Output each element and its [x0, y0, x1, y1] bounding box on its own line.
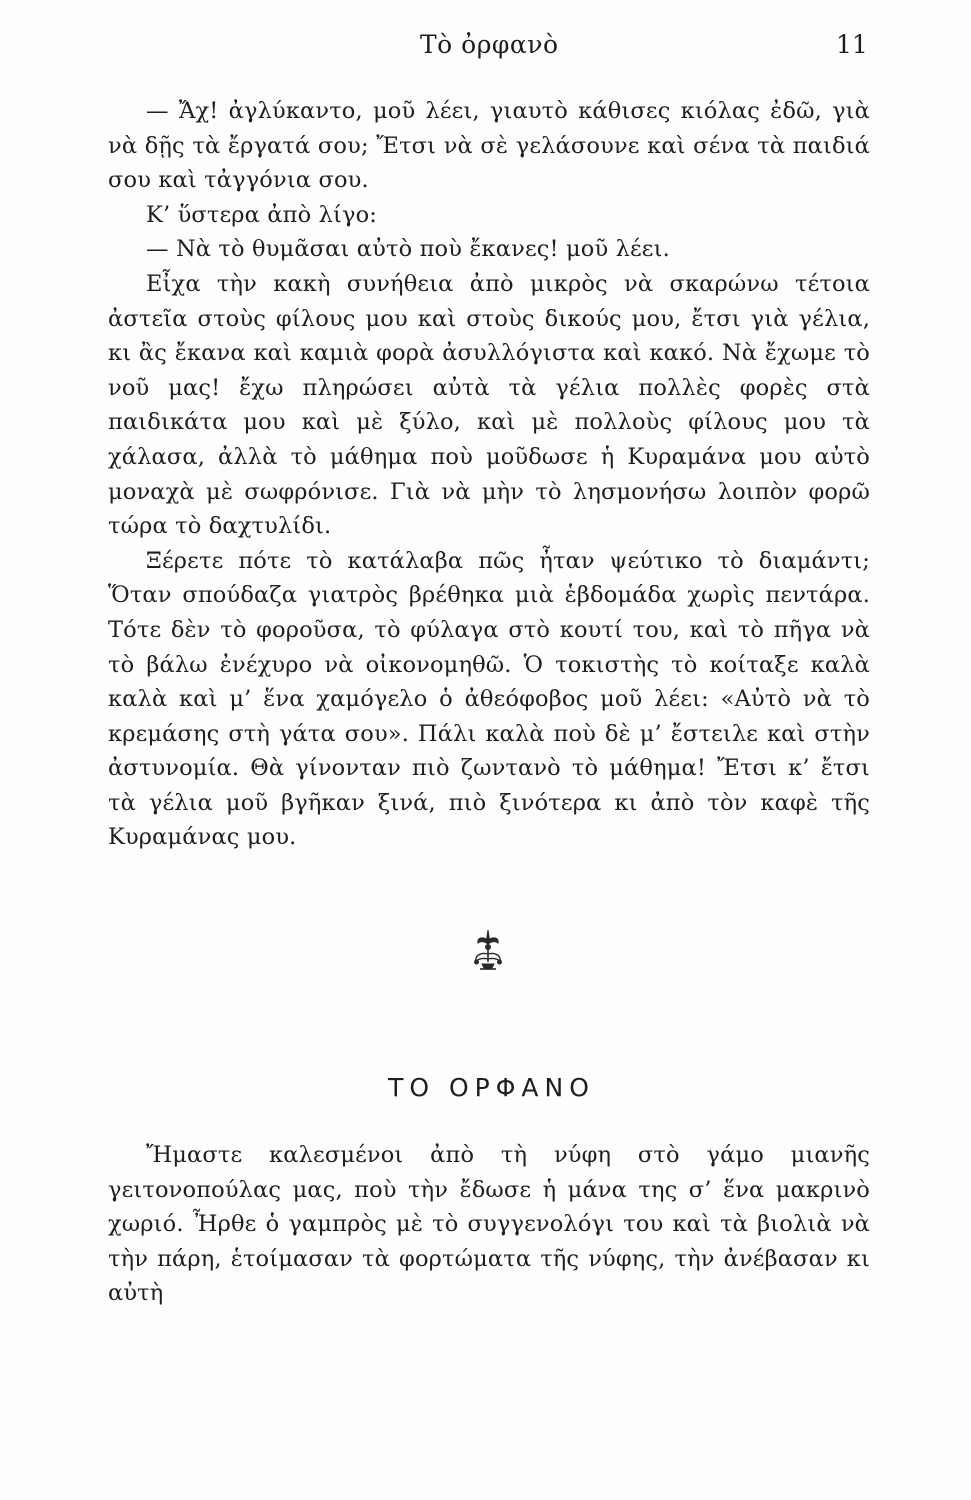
page-number: 11 [836, 30, 868, 59]
chapter-opening-text [108, 1138, 870, 1311]
paragraph: Ξέρετε πότε τὸ κατάλαβα πῶς ἦταν ψεύτικο τὸ διαμάντι; Ὅταν σπούδαζα γιατρὸς βρέθηκα μιὰ ἑβδομάδα χωρὶς πεντάρα. Τότε δὲν τὸ φοροῦσα, τὸ φύλαγα στὸ κουτί του, καὶ τὸ πῆγα νὰ τὸ βάλω ἐνέχυρο νὰ οἰκονομηθῶ. Ὁ τοκιστὴς τὸ κοίταξε καλὰ καλὰ καὶ μ’ ἕνα χαμόγελο ὁ ἀθεόφοβος μοῦ λέει: «Αὐτὸ νὰ τὸ κρεμάσης στὴ γάτα σου». Πάλι καλὰ ποὺ δὲ μ’ ἔστειλε καὶ στὴν ἀστυνομία. Θὰ γίνονταν πιὸ ζωντανὸ τὸ μάθημα! Ἔτσι κ’ ἔτσι τὰ γέλια μοῦ βγῆκαν ξινά, πιὸ ξινότερα κι ἀπὸ τὸν καφὲ τῆς Κυραμάνας μου. [108, 547, 870, 851]
running-header-title: Τὸ ὀρφανὸ [420, 30, 559, 59]
chapter-title: ΤΟ ΟΡΦΑΝΟ [388, 1073, 595, 1102]
previous-chapter-ending [108, 94, 870, 855]
floral-ornament-icon [468, 928, 508, 972]
paragraph: — Νὰ τὸ θυμᾶσαι αὐτὸ ποὺ ἔκανες! μοῦ λέει. [146, 236, 670, 263]
paragraph: Ἤμαστε καλεσμένοι ἀπὸ τὴ νύφη στὸ γάμο μιανῆς γειτονοπούλας μας, ποὺ τὴν ἔδωσε ἡ μάνα της σ’ ἕνα μακρινὸ χωριό. Ἦρθε ὁ γαμπρὸς μὲ τὸ συγγενολόγι του καὶ τὰ βιολιὰ νὰ τὴν πάρη, ἑτοίμασαν τὰ φορτώματα τῆς νύφης, τὴν ἀνέβασαν κι αὐτὴ [108, 1142, 870, 1307]
paragraph: Κ’ ὕστερα ἀπὸ λίγο: [146, 201, 378, 228]
paragraph: Εἶχα τὴν κακὴ συνήθεια ἀπὸ μικρὸς νὰ σκαρώνω τέτοια ἀστεῖα στοὺς φίλους μου καὶ στοὺς δικούς μου, ἔτσι γιὰ γέλια, κι ἂς ἔκανα καὶ καμιὰ φορὰ ἀσυλλόγιστα καὶ κακό. Νὰ ἔχωμε τὸ νοῦ μας! ἔχω πληρώσει αὐτὰ τὰ γέλια πολλὲς φορὲς στὰ παιδικάτα μου καὶ μὲ ξύλο, καὶ μὲ πολλοὺς φίλους μου τὰ χάλασα, ἀλλὰ τὸ μάθημα ποὺ μοῦδωσε ἡ Κυραμάνα μου αὐτὸ μοναχὰ μὲ σωφρόνισε. Γιὰ νὰ μὴν τὸ λησμονήσω λοιπὸν φορῶ τώρα τὸ δαχτυλίδι. [108, 270, 870, 540]
paragraph: — Ἄχ! ἀγλύκαντο, μοῦ λέει, γιαυτὸ κάθισες κιόλας ἐδῶ, γιὰ νὰ δῇς τὰ ἔργατά σου; Ἔτσι νὰ σὲ γελάσουνε καὶ σένα τὰ παιδιά σου καὶ τἀγγόνια σου. [108, 98, 870, 194]
